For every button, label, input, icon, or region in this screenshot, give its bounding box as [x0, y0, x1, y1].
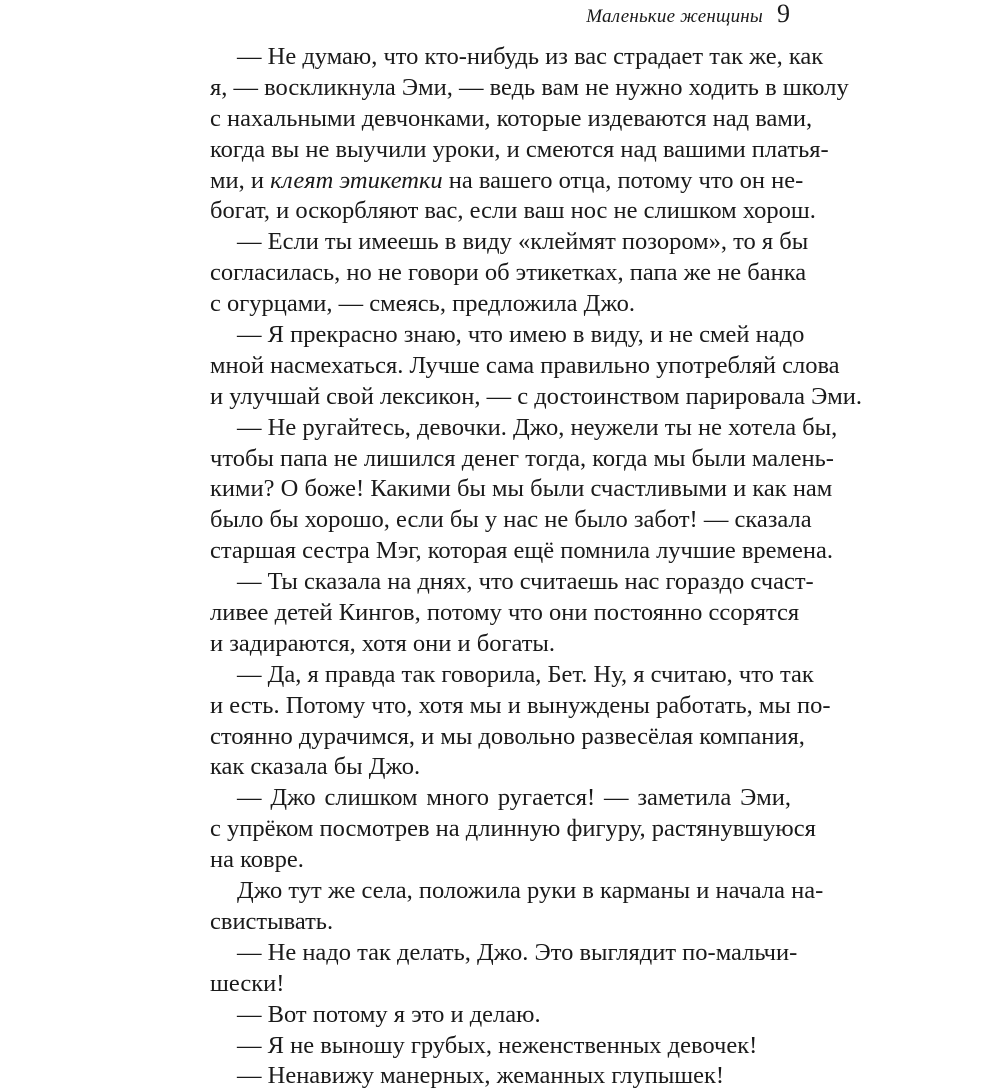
text-line	[210, 413, 838, 444]
text-segment: с упрёком посмотрев на длинную фигуру, растянувшуюся	[210, 815, 816, 843]
text-line	[210, 536, 834, 567]
text-segment: согласилась, но не говори об этикетках, папа же не банка	[210, 259, 807, 287]
text-segment: Джо тут же села, положила руки в карманы и начала на-	[237, 877, 824, 905]
page-number: 9	[777, 0, 790, 28]
text-segment: стоянно дурачимся, и мы довольно развесёлая компания,	[210, 722, 805, 750]
text-segment: ливее детей Кингов, потому что они постоянно ссорятся	[210, 599, 800, 627]
text-line	[210, 629, 791, 660]
text-segment: — Ты сказала на днях, что считаешь нас гораздо счаст-	[237, 568, 814, 596]
text-line	[210, 969, 791, 1000]
text-segment: когда вы не выучили уроки, и смеются над вашими платья-	[210, 135, 829, 163]
text-line	[210, 135, 829, 166]
text-segment: свистывать.	[210, 907, 334, 935]
text-segment: — Я не выношу грубых, неженственных девочек!	[237, 1031, 758, 1059]
text-line	[210, 845, 791, 876]
text-line	[210, 876, 824, 907]
text-segment: — Ненавижу манерных, жеманных глупышек!	[237, 1062, 725, 1090]
text-segment: как сказала бы Джо.	[210, 753, 421, 781]
text-line	[210, 1061, 791, 1092]
text-segment: — Джо слишком много ругается! — заметила Эми,	[237, 784, 791, 812]
text-line	[210, 783, 791, 814]
text-line	[210, 505, 812, 536]
text-line	[210, 691, 831, 722]
text-line	[210, 196, 816, 227]
text-segment: кими? О боже! Какими бы мы были счастливыми и как нам	[210, 475, 833, 503]
text-segment: шески!	[210, 969, 285, 997]
italic-text: клеят этикетки	[270, 166, 443, 194]
text-segment: — Не думаю, что кто-нибудь из вас страдает так же, как	[237, 43, 824, 70]
text-line	[210, 382, 862, 413]
text-line	[210, 104, 813, 135]
text-line	[210, 351, 840, 382]
text-line	[210, 42, 824, 73]
text-line	[210, 722, 805, 753]
text-line	[210, 938, 798, 969]
text-line	[210, 660, 814, 691]
text-segment: богат, и оскорбляют вас, если ваш нос не слишком хорош.	[210, 197, 816, 225]
text-line	[210, 598, 800, 629]
text-line	[210, 289, 791, 320]
text-segment: на ковре.	[210, 846, 304, 874]
text-segment: чтобы папа не лишился денег тогда, когда мы были малень-	[210, 444, 834, 472]
body-text	[210, 42, 862, 1092]
text-segment: я, — воскликнула Эми, — ведь вам не нужно ходить в школу	[210, 73, 849, 101]
text-segment: и улучшай свой лексикон, — с достоинством парировала Эми.	[210, 382, 862, 410]
text-line	[210, 567, 814, 598]
text-segment: — Не ругайтесь, девочки. Джо, неужели ты не хотела бы,	[237, 413, 838, 441]
text-line	[210, 227, 809, 258]
text-segment: — Да, я правда так говорила, Бет. Ну, я считаю, что так	[237, 660, 814, 688]
text-segment: с огурцами, — смеясь, предложила Джо.	[210, 290, 636, 318]
running-title: Маленькие женщины	[586, 6, 763, 27]
running-head	[586, 2, 790, 26]
text-line	[210, 166, 804, 197]
text-line	[210, 474, 833, 505]
text-segment: — Я прекрасно знаю, что имею в виду, и не смей надо	[237, 321, 805, 349]
text-segment: — Вот потому я это и делаю.	[237, 1000, 541, 1028]
text-line	[210, 320, 805, 351]
text-line	[210, 907, 791, 938]
text-line	[210, 1000, 791, 1031]
text-segment: было бы хорошо, если бы у нас не было забот! — сказала	[210, 506, 812, 534]
text-segment: старшая сестра Мэг, которая ещё помнила лучшие времена.	[210, 537, 834, 565]
text-segment: мной насмехаться. Лучше сама правильно употребляй слова	[210, 351, 840, 379]
text-line	[210, 258, 807, 289]
text-segment: — Если ты имеешь в виду «клеймят позором», то я бы	[237, 228, 809, 256]
text-line	[210, 73, 849, 104]
text-line	[210, 814, 816, 845]
text-segment: и есть. Потому что, хотя мы и вынуждены работать, мы по-	[210, 691, 831, 719]
text-segment: на вашего отца, потому что он не-	[442, 166, 804, 194]
text-segment: с нахальными девчонками, которые издеваются над вами,	[210, 104, 813, 132]
text-segment: ми, и	[210, 166, 271, 194]
text-segment: и задираются, хотя они и богаты.	[210, 629, 556, 657]
text-line	[210, 752, 791, 783]
text-segment: — Не надо так делать, Джо. Это выглядит по-мальчи-	[237, 938, 798, 966]
text-line	[210, 444, 834, 475]
text-line	[210, 1031, 791, 1062]
